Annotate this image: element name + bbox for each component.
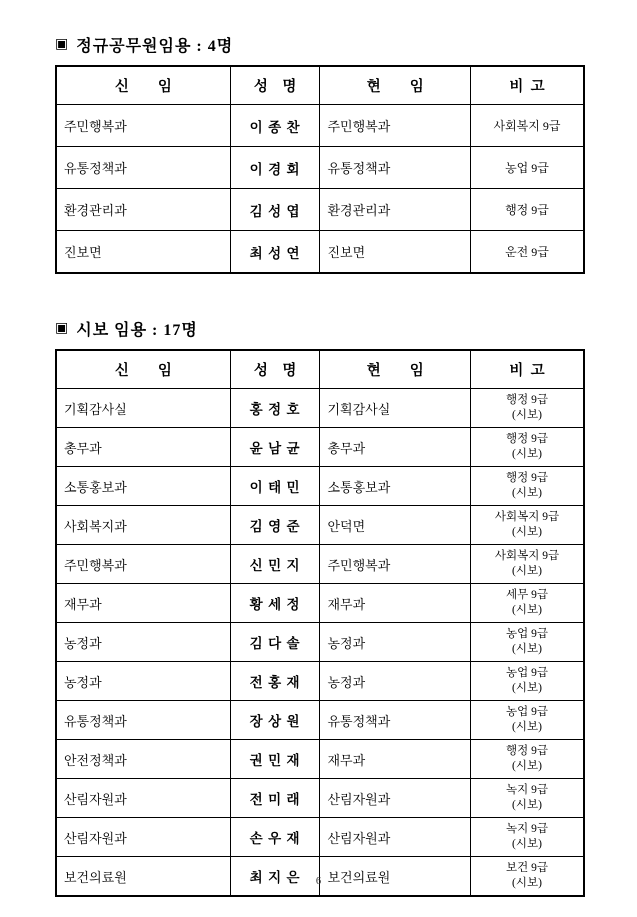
regular-appointments-table: [55, 65, 585, 274]
table-header-row: [56, 66, 584, 105]
cell-note-secondary-text: (시보): [512, 838, 542, 850]
cell-new-assignment-text: 농정과: [64, 635, 102, 651]
cell-new-assignment: [56, 701, 230, 740]
table-row: [56, 467, 584, 506]
table-row: [56, 701, 584, 740]
probationary-appointments-title: [55, 317, 585, 340]
cell-note-text: 녹지 9급: [506, 784, 548, 797]
cell-name-text: 손 우 재: [249, 831, 301, 846]
cell-name: [230, 818, 320, 857]
cell-current-assignment-text: 진보면: [327, 245, 366, 260]
cell-new-assignment-text: 사회복지과: [64, 518, 127, 534]
cell-name-text: 이 경 회: [249, 161, 301, 177]
cell-name-text: 이 태 민: [249, 480, 301, 495]
table-header-row: [56, 350, 584, 389]
cell-name-text: 윤 남 균: [249, 441, 301, 456]
cell-note-secondary-text: (시보): [512, 760, 542, 772]
cell-note-text: 사회복지 9급: [493, 119, 561, 133]
cell-note-secondary-text: (시보): [512, 682, 542, 694]
table-row: [56, 779, 584, 818]
cell-current-assignment: [320, 818, 470, 857]
probationary-appointments-title-text: 시보 임용 : 17명: [76, 322, 198, 339]
cell-name: [230, 701, 320, 740]
cell-current-assignment: [320, 584, 470, 623]
header-new-assignment: 신 임: [56, 350, 230, 389]
cell-note: [470, 189, 584, 231]
cell-current-assignment-text: 산림자원과: [327, 830, 391, 846]
cell-new-assignment-text: 총무과: [64, 440, 102, 456]
cell-note-text: 농업 9급: [506, 706, 548, 719]
cell-note-text: 세무 9급: [506, 589, 548, 602]
cell-note-secondary-text: (시보): [512, 487, 542, 499]
probationary-appointments-table: [55, 349, 585, 897]
cell-note-text: 농업 9급: [506, 628, 548, 641]
cell-name-text: 최 성 연: [249, 245, 301, 261]
cell-name: [230, 779, 320, 818]
cell-note-text: 행정 9급: [505, 203, 549, 217]
header-new-assignment: 신 임: [56, 66, 230, 105]
cell-name: [230, 147, 320, 189]
cell-new-assignment: [56, 231, 230, 274]
cell-current-assignment-text: 소통홍보과: [327, 479, 391, 495]
cell-note: [470, 231, 584, 274]
header-name: 성 명: [230, 350, 320, 389]
cell-note-secondary-text: (시보): [512, 409, 542, 421]
cell-current-assignment-text: 농정과: [327, 635, 366, 651]
cell-note-secondary-text: (시보): [512, 799, 542, 811]
cell-new-assignment-text: 주민행복과: [64, 119, 127, 134]
cell-name: [230, 231, 320, 274]
cell-name-text: 전 홍 재: [249, 675, 301, 690]
cell-new-assignment: [56, 105, 230, 147]
cell-new-assignment-text: 주민행복과: [64, 557, 127, 573]
cell-current-assignment-text: 주민행복과: [327, 119, 391, 134]
cell-new-assignment-text: 기획감사실: [64, 401, 127, 417]
cell-note-text: 행정 9급: [506, 745, 548, 758]
page-number: 6: [315, 876, 322, 887]
cell-note-text: 사회복지 9급: [494, 511, 560, 524]
cell-note: [470, 740, 584, 779]
cell-new-assignment-text: 안전정책과: [64, 752, 127, 768]
cell-new-assignment-text: 농정과: [64, 674, 102, 690]
cell-current-assignment-text: 산림자원과: [327, 791, 391, 807]
cell-name-text: 최 지 은: [249, 870, 301, 885]
cell-note: [470, 467, 584, 506]
header-current-assignment: 현 임: [320, 66, 470, 105]
cell-current-assignment-text: 안덕면: [327, 518, 366, 534]
cell-current-assignment: [320, 662, 470, 701]
cell-note: [470, 105, 584, 147]
cell-name: [230, 506, 320, 545]
cell-new-assignment-text: 재무과: [64, 596, 102, 612]
cell-current-assignment: [320, 740, 470, 779]
cell-current-assignment-text: 재무과: [327, 596, 366, 612]
cell-new-assignment: [56, 662, 230, 701]
cell-note-secondary-text: (시보): [512, 604, 542, 616]
cell-new-assignment: [56, 506, 230, 545]
cell-new-assignment: [56, 623, 230, 662]
cell-name: [230, 467, 320, 506]
cell-name-text: 전 미 래: [249, 792, 301, 807]
cell-note-secondary-text: (시보): [512, 565, 542, 577]
cell-new-assignment-text: 환경관리과: [64, 203, 127, 218]
table-row: [56, 584, 584, 623]
cell-current-assignment: [320, 701, 470, 740]
cell-name: [230, 389, 320, 428]
cell-name-text: 이 종 찬: [249, 119, 301, 135]
cell-note-text: 행정 9급: [506, 394, 548, 407]
cell-current-assignment-text: 농정과: [327, 674, 366, 690]
header-note: 비 고: [470, 350, 584, 389]
cell-current-assignment: [320, 623, 470, 662]
cell-note: [470, 545, 584, 584]
cell-note-secondary-text: (시보): [512, 448, 542, 460]
cell-new-assignment: [56, 740, 230, 779]
cell-name-text: 홍 정 호: [249, 402, 301, 417]
cell-note: [470, 147, 584, 189]
cell-note-secondary-text: (시보): [512, 877, 542, 889]
cell-current-assignment: [320, 428, 470, 467]
cell-new-assignment-text: 유통정책과: [64, 713, 127, 729]
table-row: [56, 147, 584, 189]
cell-name: [230, 189, 320, 231]
regular-appointments-title: [55, 33, 585, 56]
cell-note: [470, 662, 584, 701]
cell-current-assignment-text: 유통정책과: [327, 161, 391, 176]
cell-note: [470, 506, 584, 545]
cell-current-assignment-text: 유통정책과: [327, 713, 391, 729]
cell-new-assignment: [56, 428, 230, 467]
cell-new-assignment-text: 산림자원과: [64, 830, 127, 846]
cell-note: [470, 818, 584, 857]
cell-note: [470, 584, 584, 623]
cell-current-assignment: [320, 189, 470, 231]
table-row: [56, 662, 584, 701]
cell-new-assignment-text: 보건의료원: [64, 869, 127, 885]
regular-appointments-title-text: 정규공무원임용 : 4명: [76, 38, 234, 55]
cell-note-secondary-text: (시보): [512, 643, 542, 655]
cell-new-assignment-text: 진보면: [64, 245, 102, 260]
cell-name: [230, 545, 320, 584]
cell-name: [230, 584, 320, 623]
cell-current-assignment: [320, 545, 470, 584]
cell-note-secondary-text: (시보): [512, 721, 542, 733]
table-row: [56, 818, 584, 857]
cell-current-assignment: [320, 231, 470, 274]
header-current-assignment: 현 임: [320, 350, 470, 389]
table-row: [56, 545, 584, 584]
table-row: [56, 623, 584, 662]
cell-note-text: 운전 9급: [505, 245, 549, 259]
cell-note: [470, 623, 584, 662]
cell-name-text: 황 세 정: [249, 597, 301, 612]
cell-name-text: 권 민 재: [249, 753, 301, 768]
cell-note-text: 녹지 9급: [506, 823, 548, 836]
cell-note: [470, 701, 584, 740]
cell-new-assignment: [56, 467, 230, 506]
header-note: 비 고: [470, 66, 584, 105]
cell-note-text: 농업 9급: [506, 667, 548, 680]
cell-name: [230, 740, 320, 779]
page-content: [55, 0, 585, 897]
cell-new-assignment-text: 유통정책과: [64, 161, 127, 176]
table-row: [56, 506, 584, 545]
cell-new-assignment: [56, 545, 230, 584]
cell-current-assignment-text: 총무과: [327, 440, 366, 456]
table-row: [56, 428, 584, 467]
cell-name-text: 신 민 지: [249, 558, 301, 573]
header-name: 성 명: [230, 66, 320, 105]
cell-note: [470, 389, 584, 428]
cell-note-text: 사회복지 9급: [494, 550, 560, 563]
cell-current-assignment: [320, 389, 470, 428]
cell-current-assignment-text: 주민행복과: [327, 557, 391, 573]
cell-new-assignment: [56, 818, 230, 857]
cell-current-assignment: [320, 105, 470, 147]
cell-name: [230, 662, 320, 701]
cell-name-text: 김 영 준: [249, 519, 301, 534]
cell-current-assignment: [320, 506, 470, 545]
cell-new-assignment: [56, 389, 230, 428]
cell-note: [470, 428, 584, 467]
cell-current-assignment-text: 환경관리과: [327, 203, 391, 218]
cell-name-text: 김 다 솔: [249, 636, 301, 651]
square-bullet-icon: ▣: [55, 320, 70, 336]
cell-new-assignment-text: 산림자원과: [64, 791, 127, 807]
cell-current-assignment: [320, 779, 470, 818]
table-row: [56, 389, 584, 428]
cell-name-text: 장 상 원: [249, 714, 301, 729]
cell-note-text: 농업 9급: [505, 161, 549, 175]
cell-note-text: 보건 9급: [506, 862, 548, 875]
cell-current-assignment-text: 기획감사실: [327, 401, 391, 417]
cell-current-assignment: [320, 467, 470, 506]
cell-note-secondary-text: (시보): [512, 526, 542, 538]
cell-name: [230, 428, 320, 467]
cell-new-assignment: [56, 189, 230, 231]
cell-note-text: 행정 9급: [506, 433, 548, 446]
cell-name: [230, 623, 320, 662]
table-row: [56, 231, 584, 274]
cell-note: [470, 779, 584, 818]
square-bullet-icon: ▣: [55, 36, 70, 52]
cell-current-assignment-text: 보건의료원: [327, 869, 391, 885]
cell-new-assignment-text: 소통홍보과: [64, 479, 127, 495]
cell-new-assignment: [56, 584, 230, 623]
cell-name-text: 김 성 엽: [249, 203, 301, 219]
cell-current-assignment-text: 재무과: [327, 752, 366, 768]
cell-new-assignment: [56, 147, 230, 189]
cell-current-assignment: [320, 147, 470, 189]
table-row: [56, 189, 584, 231]
table-row: [56, 740, 584, 779]
table-row: [56, 105, 584, 147]
cell-name: [230, 105, 320, 147]
cell-note-text: 행정 9급: [506, 472, 548, 485]
cell-new-assignment: [56, 779, 230, 818]
